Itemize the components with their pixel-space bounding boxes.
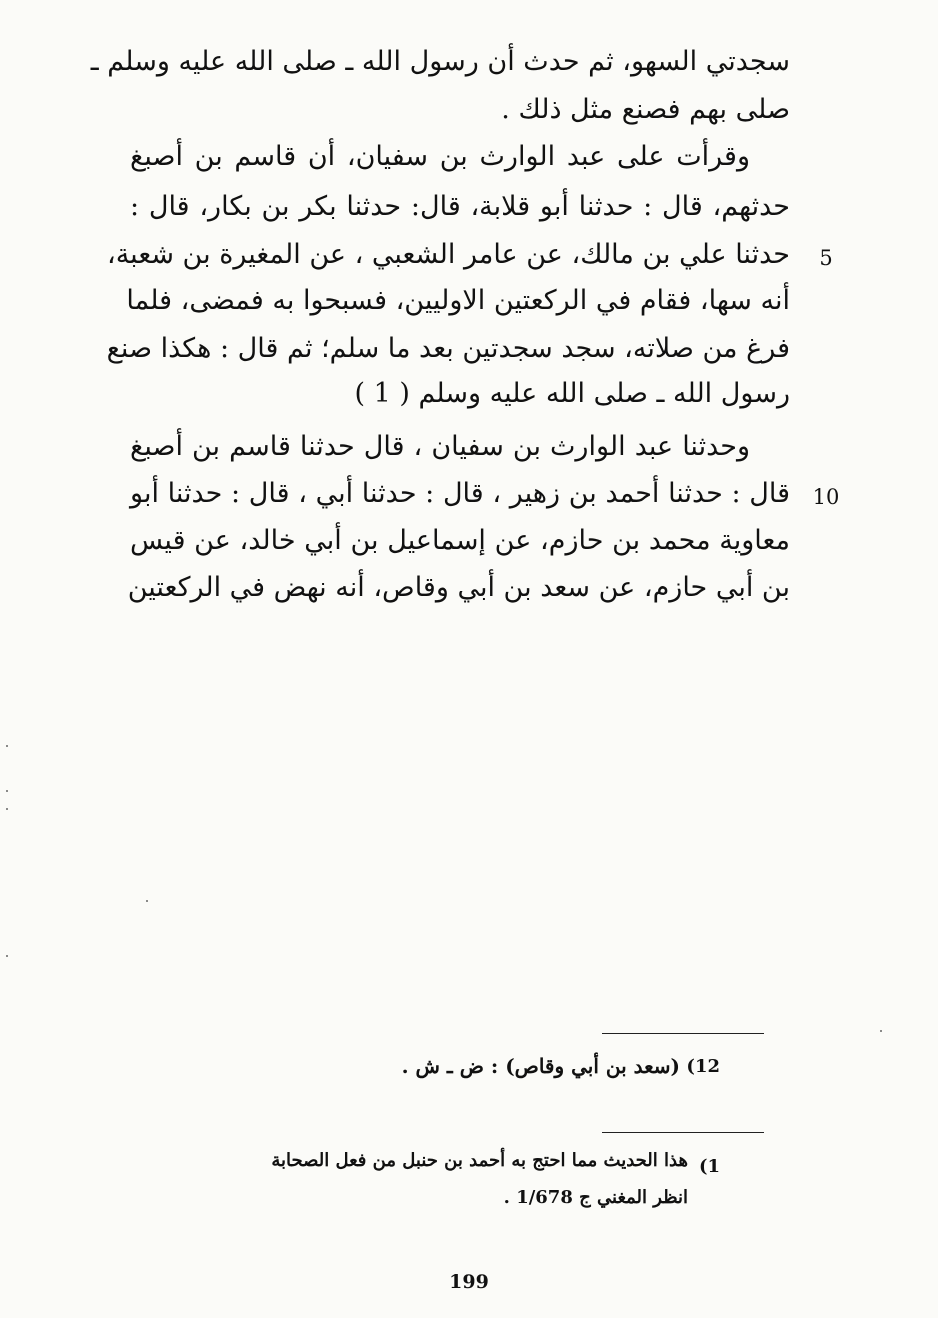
body-line-1: سجدتي السهو، ثم حدث أن رسول الله ـ صلى الله عليه وسلم ـ (90, 46, 790, 77)
footnote-line-1: هذا الحديث مما احتج به أحمد بن حنبل من فعل الصحابة (271, 1150, 688, 1171)
footnote-line-2: انظر المغني ج 1/678 . (503, 1187, 688, 1208)
body-line-8: رسول الله ـ صلى الله عليه وسلم ( 1 ) (354, 378, 790, 409)
variant-note-number: 12) (686, 1056, 720, 1077)
body-line-5: حدثنا علي بن مالك، عن عامر الشعبي ، عن المغيرة بن شعبة، (106, 239, 790, 270)
variant-note-text: (سعد بن أبي وقاص) : ض ـ ش . (401, 1054, 680, 1078)
line-number-10: 10 (812, 485, 840, 509)
body-line-10: قال : حدثنا أحمد بن زهير ، قال : حدثنا أبي ، قال : حدثنا أبو (130, 478, 790, 509)
body-line-2: صلى بهم فصنع مثل ذلك . (501, 94, 790, 125)
scan-speck (6, 955, 8, 957)
body-line-7: فرغ من صلاته، سجد سجدتين بعد ما سلم؛ ثم قال : هكذا صنع (106, 333, 790, 364)
body-line-11: معاوية محمد بن حازم، عن إسماعيل بن أبي خالد، عن قيس (130, 525, 790, 556)
body-line-9: وحدثنا عبد الوارث بن سفيان ، قال حدثنا قاسم بن أصبغ (130, 431, 750, 462)
variant-note-rule (602, 1033, 764, 1034)
footnote-number: 1) (698, 1156, 720, 1177)
scan-speck (146, 900, 148, 902)
page-number: 199 (449, 1271, 489, 1293)
footnote-rule (602, 1132, 764, 1133)
line-number-5: 5 (819, 246, 833, 270)
scan-speck (6, 790, 8, 792)
body-line-12: بن أبي حازم، عن سعد بن أبي وقاص، أنه نهض في الركعتين (127, 572, 790, 603)
scan-speck (6, 745, 8, 747)
scan-speck (880, 1030, 882, 1032)
body-line-3: وقرأت على عبد الوارث بن سفيان، أن قاسم بن أصبغ (130, 141, 750, 172)
scan-speck (6, 808, 8, 810)
body-line-6: أنه سها، فقام في الركعتين الاوليين، فسبحوا به فمضى، فلما (126, 285, 790, 316)
body-line-4: حدثهم، قال : حدثنا أبو قلابة، قال: حدثنا بكر بن بكار، قال : (130, 191, 790, 222)
